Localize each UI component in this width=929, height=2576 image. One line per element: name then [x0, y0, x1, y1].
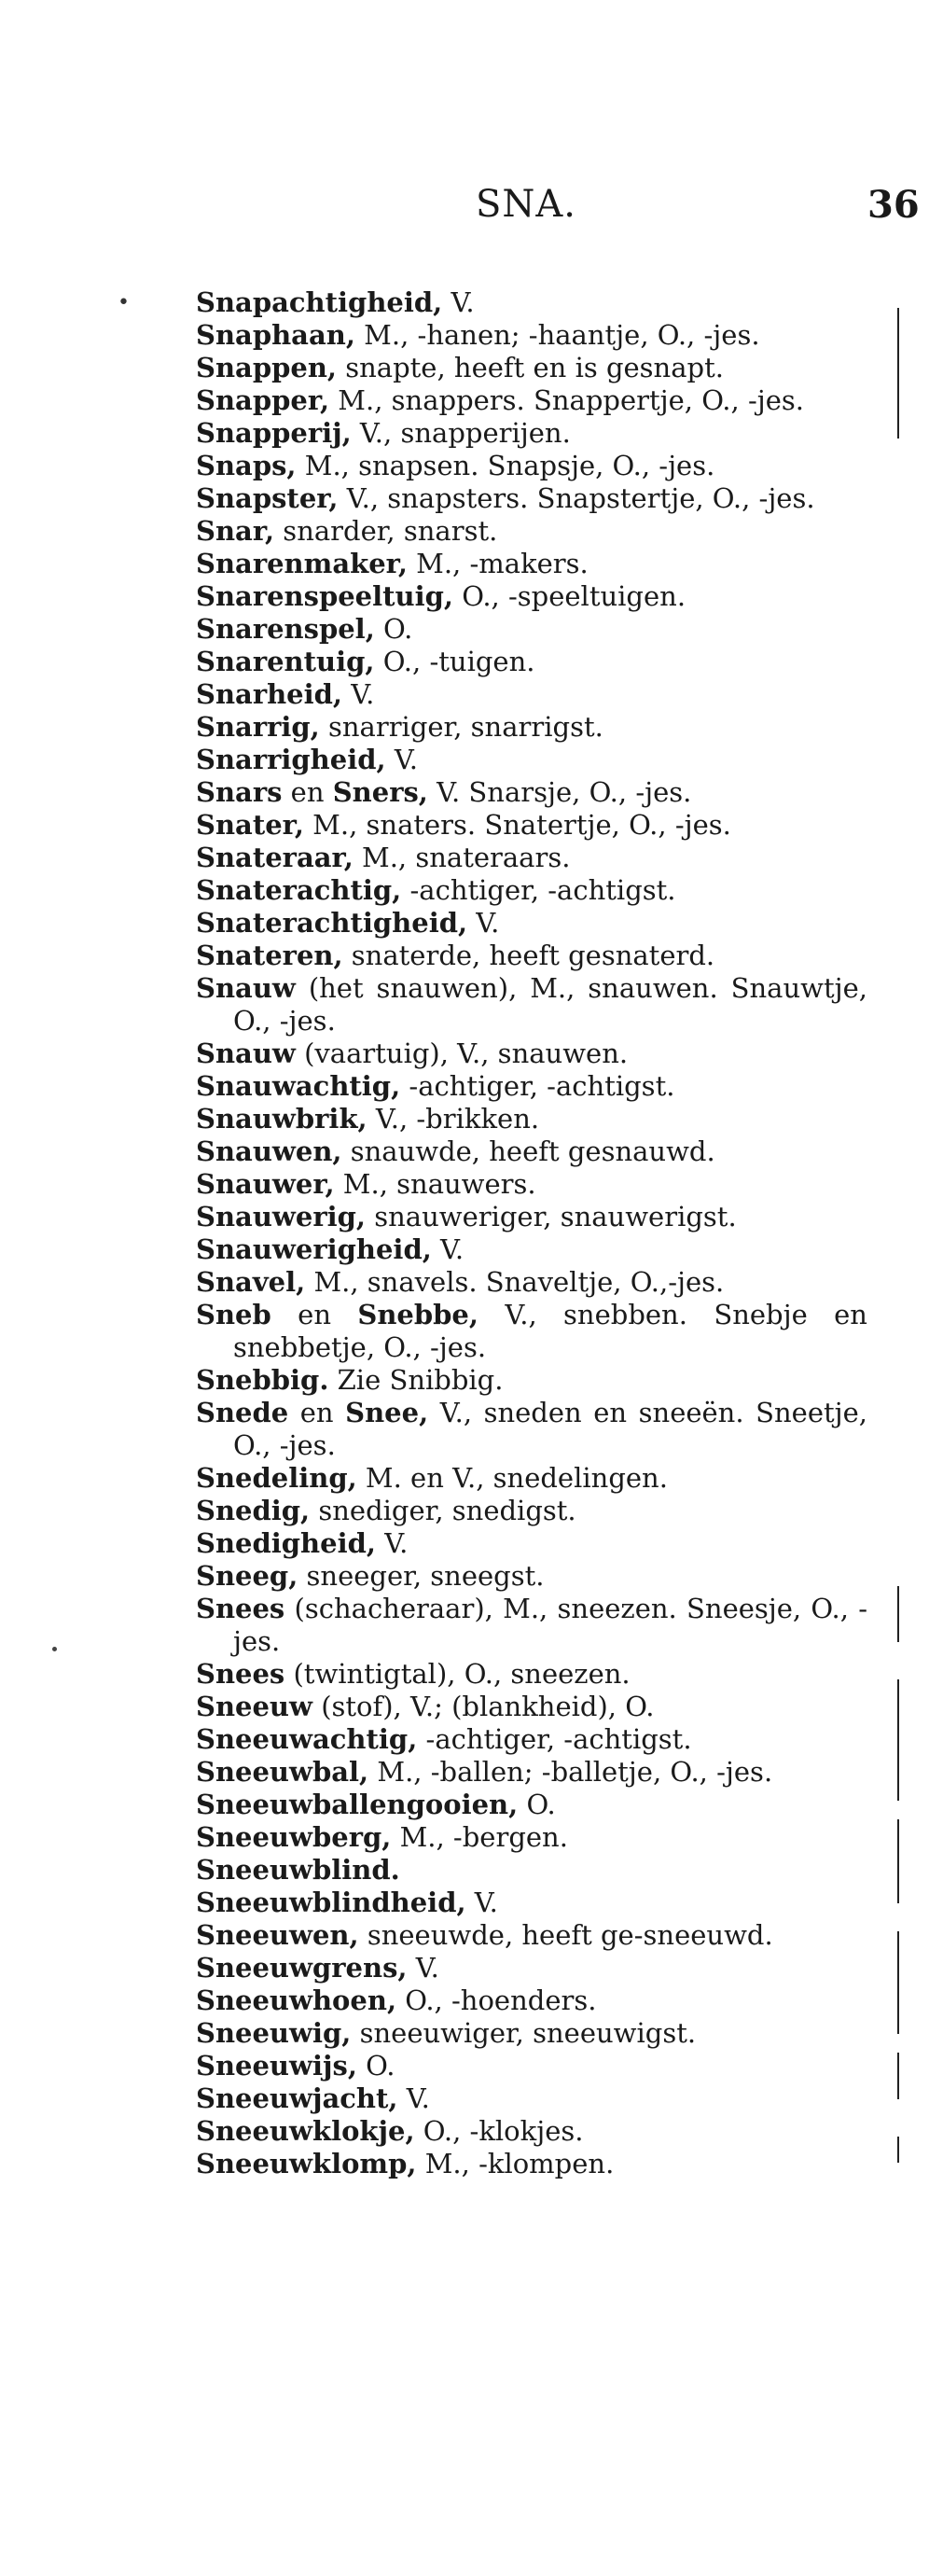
headword: Sneeg, [196, 1560, 298, 1592]
definition: V., snebben. Snebje en snebbetje, O., -jes. [233, 1299, 867, 1363]
headword: Snauw [196, 972, 296, 1004]
dictionary-entry [196, 613, 867, 646]
definition: en [270, 1299, 358, 1330]
dictionary-entry [196, 1168, 867, 1201]
definition: (het snauwen), M., snauwen. Snauwtje, O., -jes. [233, 972, 867, 1037]
definition: snapte, heeft en is gesnapt. [337, 352, 724, 383]
headword: Sneeuwgrens, [196, 1952, 408, 1984]
definition: V., sneden en sneeën. Sneetje, O., -jes. [233, 1397, 868, 1461]
definition: M., -klompen. [416, 2148, 615, 2179]
definition: V. [442, 286, 475, 318]
dictionary-entry [196, 1821, 867, 1854]
margin-speck [52, 1647, 57, 1651]
headword: Snarrig, [196, 711, 320, 743]
headword: Snauwen, [196, 1135, 342, 1167]
definition: V. [407, 1952, 439, 1984]
margin-rule [897, 308, 899, 439]
definition: V. [431, 1233, 464, 1265]
margin-rule [897, 1679, 899, 1801]
margin-rule [897, 1586, 899, 1642]
definition: snediger, snedigst. [310, 1495, 576, 1526]
dictionary-entry [196, 1789, 867, 1821]
definition: en [282, 776, 333, 808]
definition: (schacheraar), M., sneezen. Sneesje, O., -jes. [233, 1593, 867, 1657]
headword: Snateren, [196, 940, 343, 971]
dictionary-entry [196, 1364, 867, 1397]
headword: Sneeuw [196, 1691, 312, 1722]
definition: O., -tuigen. [374, 646, 535, 677]
margin-rule [897, 1819, 899, 1903]
dictionary-entry [196, 548, 867, 580]
dictionary-entry [196, 646, 867, 678]
headword: Snauwerig, [196, 1201, 366, 1232]
headword: Sneeuwballengooien, [196, 1789, 519, 1820]
margin-rule [897, 2053, 899, 2099]
headword-variant: Snee, [345, 1397, 429, 1428]
dictionary-entry [196, 1887, 867, 1919]
headword: Snees [196, 1658, 285, 1690]
dictionary-entry [196, 1527, 867, 1560]
dictionary-entry [196, 286, 867, 319]
dictionary-entry [196, 1495, 867, 1527]
definition: V. [375, 1527, 409, 1559]
dictionary-entry [196, 1201, 867, 1233]
headword: Sneeuwig, [196, 2017, 352, 2049]
headword: Snapster, [196, 482, 339, 514]
headword: Snarrigheid, [196, 744, 386, 775]
headword: Snavel, [196, 1266, 306, 1298]
definition: M., snappers. Snappertje, O., -jes. [329, 384, 804, 416]
dictionary-entry [196, 482, 867, 515]
definition: -achtiger, -achtigst. [400, 1070, 675, 1102]
headword-variant: Sners, [332, 776, 428, 808]
definition: O. [518, 1789, 556, 1820]
definition: sneeger, sneegst. [298, 1560, 545, 1592]
definition: -achtiger, -achtigst. [417, 1723, 692, 1755]
definition: (stof), V.; (blankheid), O. [312, 1691, 655, 1722]
dictionary-entry [196, 1299, 867, 1364]
dictionary-entry [196, 319, 867, 352]
page-number: 36 [867, 183, 920, 227]
headword: Sneb [196, 1299, 271, 1330]
dictionary-entry [196, 907, 867, 940]
dictionary-entry [196, 940, 867, 972]
headword: Sneeuwjacht, [196, 2082, 398, 2114]
definition: O., -speeltuigen. [453, 580, 686, 612]
definition: V. [397, 2082, 430, 2114]
definition: V. [342, 678, 375, 710]
margin-rule [897, 2137, 899, 2163]
dictionary-entry [196, 744, 867, 776]
dictionary-entry [196, 1233, 867, 1266]
dictionary-entry [196, 1658, 867, 1691]
headword: Snarenspeeltuig, [196, 580, 454, 612]
headword: Snauw [196, 1037, 296, 1069]
headword: Snebbig. [196, 1364, 329, 1396]
headword: Snedigheid, [196, 1527, 376, 1559]
definition: V., -brikken. [367, 1103, 540, 1135]
dictionary-entry [196, 1593, 867, 1658]
definition: V., snapsters. Snapstertje, O., -jes. [338, 482, 815, 514]
dictionary-entry [196, 2050, 867, 2082]
definition: snarder, snarst. [274, 515, 498, 547]
dictionary-entry [196, 2082, 867, 2115]
headword: Snappen, [196, 352, 338, 383]
headword: Sneeuwblind. [196, 1854, 400, 1886]
definition: O. [356, 2050, 395, 2082]
definition: M., snapsen. Snapsje, O., -jes. [296, 450, 715, 481]
headword: Snar, [196, 515, 275, 547]
definition: (vaartuig), V., snauwen. [295, 1037, 629, 1069]
dictionary-entry [196, 874, 867, 907]
dictionary-entries [196, 286, 867, 2180]
dictionary-entry [196, 1952, 867, 1984]
headword: Snedig, [196, 1495, 311, 1526]
definition: snauweriger, snauwerigst. [366, 1201, 737, 1232]
margin-rule [897, 1931, 899, 2034]
definition: sneeuwiger, sneeuwigst. [351, 2017, 697, 2049]
dictionary-entry [196, 711, 867, 744]
headword: Sneeuwen, [196, 1919, 359, 1951]
definition: snauwde, heeft gesnauwd. [341, 1135, 715, 1167]
definition: M., snauwers. [334, 1168, 536, 1200]
definition: M., snaters. Snatertje, O., -jes. [303, 809, 731, 841]
definition: V., snapperijen. [351, 417, 571, 449]
dictionary-entry [196, 1691, 867, 1723]
dictionary-entry [196, 1397, 867, 1462]
dictionary-entry [196, 1984, 867, 2017]
margin-mark: • [118, 291, 130, 314]
headword: Snarenspel, [196, 613, 375, 645]
headword: Snedeling, [196, 1462, 357, 1494]
dictionary-entry [196, 1854, 867, 1887]
definition: M., -hanen; -haantje, O., -jes. [354, 319, 760, 351]
headword: Snauwer, [196, 1168, 335, 1200]
dictionary-entry [196, 1560, 867, 1593]
headword: Sneeuwklomp, [196, 2148, 417, 2179]
definition: M., -bergen. [391, 1821, 568, 1853]
headword: Snauwachtig, [196, 1070, 401, 1102]
dictionary-entry [196, 1756, 867, 1789]
definition: O., -klokjes. [414, 2115, 584, 2147]
definition: O., -hoenders. [396, 1984, 597, 2016]
dictionary-entry [196, 2148, 867, 2180]
dictionary-entry [196, 450, 867, 482]
headword: Snapper, [196, 384, 330, 416]
definition: V. [465, 1887, 498, 1918]
headword: Snapperij, [196, 417, 352, 449]
headword: Sneeuwbal, [196, 1756, 369, 1788]
dictionary-entry [196, 417, 867, 450]
headword: Snees [196, 1593, 285, 1624]
dictionary-entry [196, 515, 867, 548]
dictionary-entry [196, 1070, 867, 1103]
headword: Snauwerigheid, [196, 1233, 432, 1265]
dictionary-entry [196, 776, 867, 809]
dictionary-entry [196, 1103, 867, 1135]
dictionary-entry [196, 1266, 867, 1299]
definition: snaterde, heeft gesnaterd. [342, 940, 715, 971]
section-title: SNA. [476, 183, 577, 226]
dictionary-entry [196, 1037, 867, 1070]
definition: snarriger, snarrigst. [319, 711, 603, 743]
headword: Sneeuwblindheid, [196, 1887, 466, 1918]
headword: Snars [196, 776, 283, 808]
dictionary-entry [196, 352, 867, 384]
definition: V. Snarsje, O., -jes. [427, 776, 692, 808]
dictionary-entry [196, 1462, 867, 1495]
headword: Snarentuig, [196, 646, 375, 677]
dictionary-entry [196, 678, 867, 711]
headword: Snapachtigheid, [196, 286, 443, 318]
dictionary-entry [196, 2115, 867, 2148]
dictionary-entry [196, 384, 867, 417]
headword-variant: Snebbe, [357, 1299, 478, 1330]
definition: M., -makers. [407, 548, 589, 579]
headword: Snaphaan, [196, 319, 355, 351]
dictionary-entry [196, 2017, 867, 2050]
headword: Sneeuwberg, [196, 1821, 392, 1853]
headword: Snarheid, [196, 678, 343, 710]
dictionary-entry [196, 1135, 867, 1168]
definition: -achtiger, -achtigst. [401, 874, 676, 906]
definition: sneeuwde, heeft ge-sneeuwd. [358, 1919, 773, 1951]
headword: Sneeuwijs, [196, 2050, 357, 2082]
headword: Snaterachtigheid, [196, 907, 468, 939]
definition: V. [467, 907, 500, 939]
definition: (twintigtal), O., sneezen. [284, 1658, 631, 1690]
definition: M. en V., snedelingen. [356, 1462, 668, 1494]
headword: Snater, [196, 809, 304, 841]
headword: Sneeuwklokje, [196, 2115, 415, 2147]
headword: Sneeuwachtig, [196, 1723, 418, 1755]
headword: Snarenmaker, [196, 548, 408, 579]
headword: Snauwbrik, [196, 1103, 367, 1135]
dictionary-entry [196, 1919, 867, 1952]
definition: M., -ballen; -balletje, O., -jes. [368, 1756, 773, 1788]
headword: Snateraar, [196, 842, 354, 873]
definition: O. [374, 613, 413, 645]
definition: M., snateraars. [353, 842, 571, 873]
dictionary-entry [196, 1723, 867, 1756]
headword: Snaterachtig, [196, 874, 402, 906]
page-header [0, 183, 929, 239]
dictionary-entry [196, 809, 867, 842]
definition: V. [385, 744, 418, 775]
dictionary-entry [196, 842, 867, 874]
dictionary-entry [196, 580, 867, 613]
dictionary-entry [196, 972, 867, 1037]
headword: Sneeuwhoen, [196, 1984, 397, 2016]
headword: Snede [196, 1397, 289, 1428]
definition: Zie Snibbig. [328, 1364, 504, 1396]
headword: Snaps, [196, 450, 297, 481]
definition: en [288, 1397, 346, 1428]
definition: M., snavels. Snaveltje, O.,-jes. [305, 1266, 725, 1298]
